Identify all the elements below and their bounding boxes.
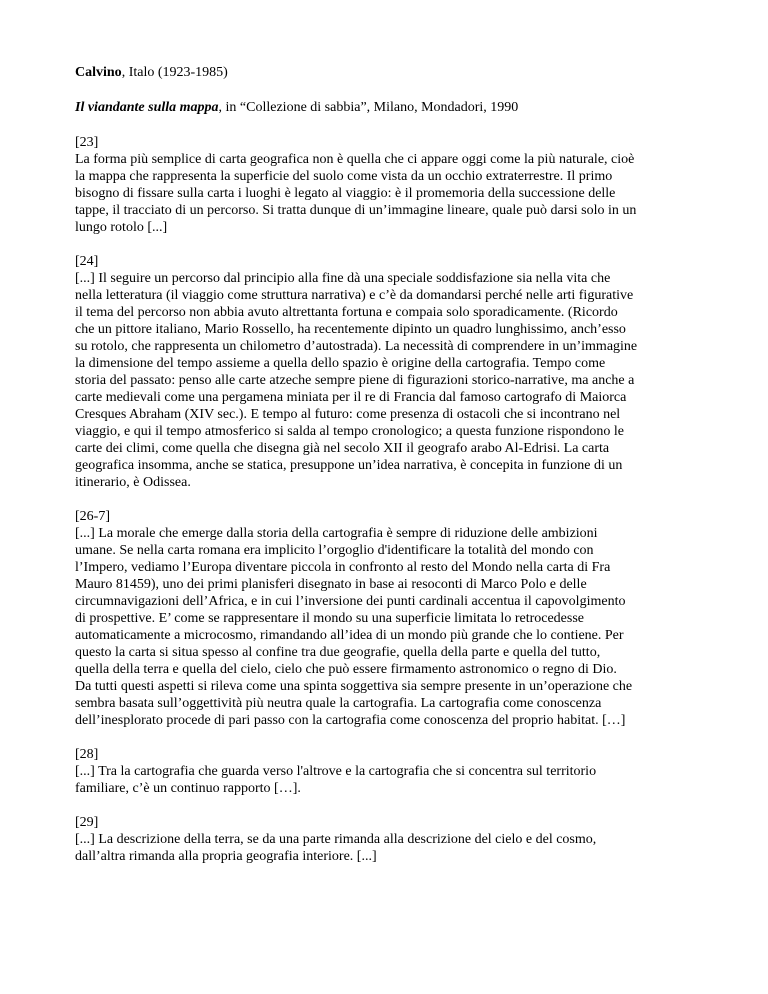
paragraph-line: [...] Il seguire un percorso dal principio alla fine dà una speciale soddisfazione sia nella vita che: [75, 271, 611, 286]
excerpt-section: [75, 814, 700, 865]
paragraph-line: che un pittore italiano, Mario Rossello, ha recentemente dipinto un quadro lunghissimo, anch’esso: [75, 322, 626, 337]
paragraph-line: carte dei climi, come quella che disegna già nel secolo XII il geografo arabo Al-Edrisi. La carta: [75, 441, 610, 456]
paragraph-line: itinerario, è Odissea.: [75, 475, 191, 490]
paragraph-line: [...] Tra la cartografia che guarda verso l'altrove e la cartografia che si concentra sul territorio: [75, 764, 597, 779]
paragraph-line: storia del passato: penso alle carte atzeche sempre piene di figurazioni storico-narrative, ma anche a: [75, 373, 635, 388]
section-paragraph: [75, 270, 700, 491]
section-number: [26-7]: [75, 509, 110, 524]
paragraph-line: automaticamente a microcosmo, rimandando all’idea di un mondo più grande che lo contiene. Per: [75, 628, 624, 643]
section-number: [24]: [75, 254, 99, 269]
paragraph-line: Cresques Abraham (XIV sec.). E tempo al futuro: come presenza di ostacoli che si incontrano nel: [75, 407, 621, 422]
paragraph-line: dell’inesplorato procede di pari passo con la cartografia come conoscenza del proprio habitat. […]: [75, 713, 626, 728]
paragraph-line: nella letteratura (il viaggio come struttura narrativa) e c’è da domandarsi perché nelle arti figurative: [75, 288, 634, 303]
paragraph-line: di prospettive. E’ come se rappresentare il mondo su una superficie limitata lo retrocedesse: [75, 611, 585, 626]
excerpt-section: [75, 746, 700, 797]
paragraph-line: questo la carta si situa spesso al confine tra due geografie, quella della parte e quella del tutto,: [75, 645, 601, 660]
paragraph-line: sembra basata sull’oggettività più neutra quale la cartografia. La cartografia come conoscenza: [75, 696, 602, 711]
author-surname: Calvino: [75, 65, 122, 80]
paragraph-line: tappe, il tracciato di un percorso. Si tratta dunque di un’immagine lineare, quale può darsi solo in un: [75, 203, 637, 218]
section-number: [28]: [75, 747, 99, 762]
work-title: Il viandante sulla mappa: [75, 100, 219, 115]
section-number: [23]: [75, 135, 99, 150]
work-line: [75, 99, 700, 116]
author-dates: , Italo (1923-1985): [121, 65, 228, 80]
section-paragraph: [75, 763, 700, 797]
section-paragraph: [75, 525, 700, 729]
paragraph-line: la dimensione del tempo assieme a quella dello spazio è origine della cartografia. Tempo come: [75, 356, 606, 371]
section-paragraph: [75, 151, 700, 236]
paragraph-line: quella della terra e quella del cielo, cielo che può essere firmamento astronomico o regno di Dio.: [75, 662, 617, 677]
paragraph-line: La forma più semplice di carta geografica non è quella che ci appare oggi come la più naturale, cioè: [75, 152, 635, 167]
paragraph-line: il tema del percorso non abbia avuto altrettanta fortuna e compaia solo sporadicamente. (Ricordo: [75, 305, 618, 320]
excerpt-section: [75, 508, 700, 729]
paragraph-line: viaggio, e qui il tempo atmosferico si salda al tempo cronologico; a questa funzione rispondono le: [75, 424, 624, 439]
excerpt-section: [75, 134, 700, 236]
paragraph-line: [...] La descrizione della terra, se da una parte rimanda alla descrizione del cielo e del cosmo,: [75, 832, 597, 847]
paragraph-line: umane. Se nella carta romana era implicito l’orgoglio d'identificare la totalità del mondo con: [75, 543, 594, 558]
section-number: [29]: [75, 815, 99, 830]
paragraph-line: [...] La morale che emerge dalla storia della cartografia è sempre di riduzione delle ambizioni: [75, 526, 598, 541]
paragraph-line: dall’altra rimanda alla propria geografia interiore. [...]: [75, 849, 377, 864]
excerpt-section: [75, 253, 700, 491]
paragraph-line: su rotolo, che rappresenta un chilometro d’autostrada). La necessità di comprendere in un’immagine: [75, 339, 638, 354]
document-page: [75, 64, 700, 882]
paragraph-line: carte medievali come una pergamena miniata per il re di Francia dal famoso cartografo di Maiorca: [75, 390, 627, 405]
paragraph-line: Da tutti questi aspetti si rileva come una spinta soggettiva sia sempre presente in un’operazione che: [75, 679, 633, 694]
excerpt-sections: [75, 134, 700, 865]
paragraph-line: la mappa che rappresenta la superficie del suolo come vista da un occhio extraterrestre. Il primo: [75, 169, 613, 184]
work-publication: , in “Collezione di sabbia”, Milano, Mondadori, 1990: [218, 100, 519, 115]
paragraph-line: Mauro 81459), uno dei primi planisferi disegnato in base ai resoconti di Marco Polo e delle: [75, 577, 587, 592]
paragraph-line: circumnavigazioni dell’Africa, e in cui l’inversione dei punti cardinali accentua il capovolgimento: [75, 594, 626, 609]
paragraph-line: l’Impero, vediamo l’Europa diventare piccola in confronto al resto del Mondo nella carta di Fra: [75, 560, 611, 575]
section-paragraph: [75, 831, 700, 865]
paragraph-line: lungo rotolo [...]: [75, 220, 168, 235]
paragraph-line: geografica insomma, anche se statica, presuppone un’idea narrativa, è concepita in funzione di un: [75, 458, 623, 473]
paragraph-line: familiare, c’è un continuo rapporto […].: [75, 781, 301, 796]
paragraph-line: bisogno di fissare sulla carta i luoghi è legato al viaggio: è il promemoria della successione delle: [75, 186, 616, 201]
author-line: [75, 64, 700, 81]
